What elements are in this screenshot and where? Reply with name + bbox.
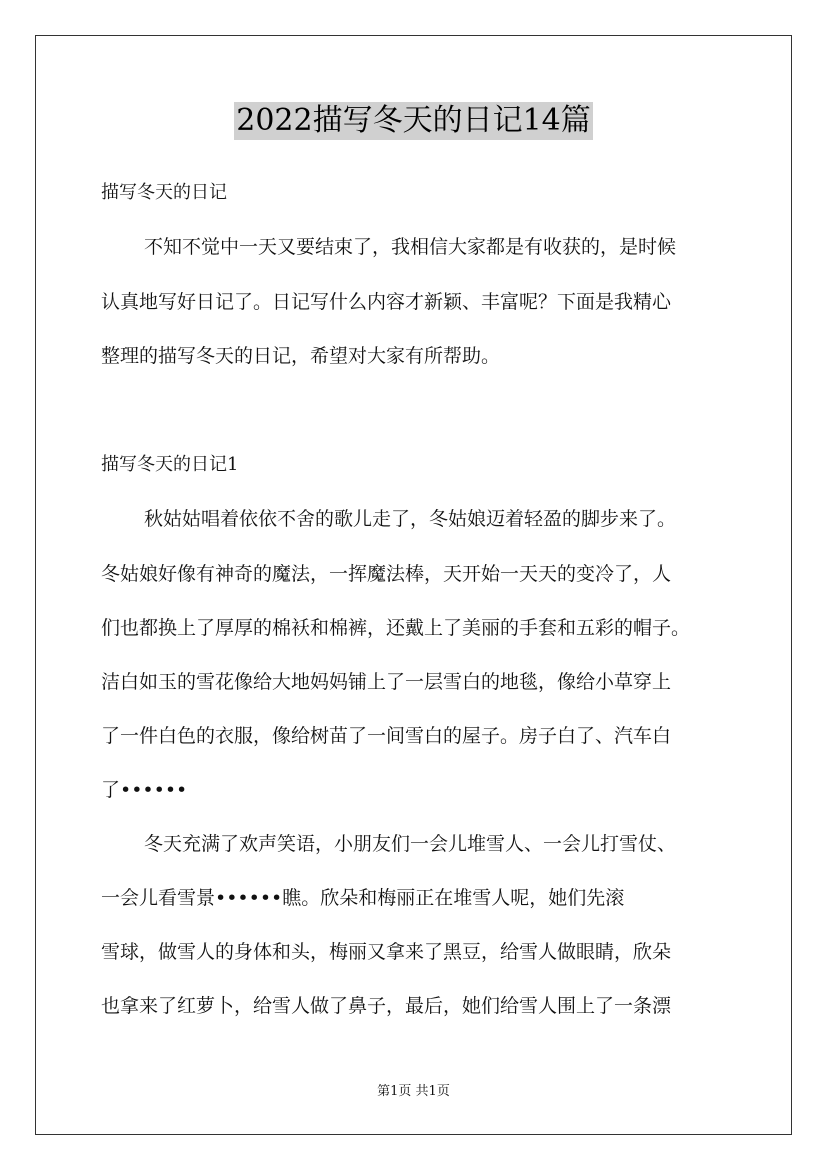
paragraph-line: 雪球，做雪人的身体和头，梅丽又拿来了黑豆，给雪人做眼睛，欣朵	[101, 941, 672, 963]
paragraph-line: 也拿来了红萝卜，给雪人做了鼻子，最后，她们给雪人围上了一条漂	[101, 995, 672, 1017]
paragraph-line: 不知不觉中一天又要结束了，我相信大家都是有收获的，是时候	[144, 236, 677, 258]
section-heading-intro: 描写冬天的日记	[101, 182, 227, 203]
paragraph-line: 认真地写好日记了。日记写什么内容才新颖、丰富呢？下面是我精心	[101, 291, 672, 313]
document-title: 2022描写冬天的日记14篇	[236, 103, 591, 138]
paragraph-line: 整理的描写冬天的日记，希望对大家有所帮助。	[101, 345, 501, 367]
paragraph-line: 冬姑娘好像有神奇的魔法，一挥魔法棒，天开始一天天的变冷了，人	[101, 563, 672, 585]
paragraph-line: 了••••••	[101, 779, 188, 801]
title-container	[0, 102, 827, 140]
page-footer: 第1页 共1页	[377, 1084, 450, 1099]
section-heading-diary-1: 描写冬天的日记1	[101, 454, 239, 475]
paragraph-line: 冬天充满了欢声笑语，小朋友们一会儿堆雪人、一会儿打雪仗、	[144, 833, 677, 855]
paragraph-line: 秋姑姑唱着依依不舍的歌儿走了，冬姑娘迈着轻盈的脚步来了。	[144, 508, 677, 530]
paragraph-line: 们也都换上了厚厚的棉袄和棉裤，还戴上了美丽的手套和五彩的帽子。	[101, 617, 691, 639]
paragraph-line: 了一件白色的衣服，像给树苗了一间雪白的屋子。房子白了、汽车白	[101, 725, 672, 747]
paragraph-line: 一会儿看雪景••••••瞧。欣朵和梅丽正在堆雪人呢，她们先滚	[101, 887, 625, 909]
paragraph-line: 洁白如玉的雪花像给大地妈妈铺上了一层雪白的地毯，像给小草穿上	[101, 671, 672, 693]
